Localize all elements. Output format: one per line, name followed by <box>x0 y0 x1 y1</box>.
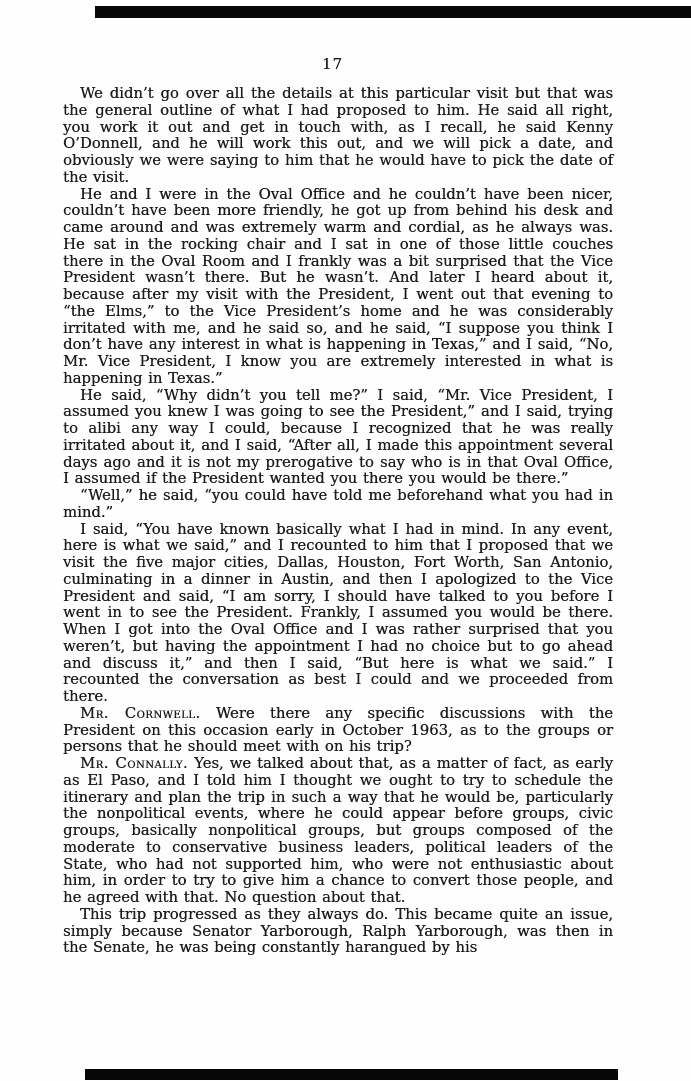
paragraph: “Well,” he said, “you could have told me beforehand what you had in mind.” <box>63 487 613 521</box>
paragraph: Mr. Cornwell. Were there any specific discussions with the President on this occasion early in October 1963, as to the groups or persons that he should meet with on his trip? <box>63 704 613 756</box>
paragraph: We didn’t go over all the details at this particular visit but that was the general outline of what I had proposed to him. He said all right, you work it out and get in touch with, as I recall, he said Kenny O’Donnell, and he will work this out, and we will pick a date, and obviously we were saying to him that he would have to pick the date of the visit. <box>63 85 613 186</box>
paragraph: I said, “You have known basically what I had in mind. In any event, here is what we said,” and I recounted to him that I proposed that we visit the five major cities, Dallas, Houston, Fort Worth, San Antonio, culminating in a dinner in Austin, and then I apologized to the Vice President and said, “I am sorry, I should have talked to you before I went in to see the President. Frankly, I assumed you would be there. When I got into the Oval Office and I was rather surprised that you weren’t, but having the appointment I had no choice but to go ahead and discuss it,” and then I said, “But here is what we said.” I recounted the conversation as best I could and we proceeded from there. <box>63 520 613 705</box>
paragraph: He and I were in the Oval Office and he couldn’t have been nicer, couldn’t have been more friendly, he got up from behind his desk and came around and was extremely warm and cordial, as he always was. He sat in the rocking chair and I sat in one of those little couches there in the Oval Room and I frankly was a bit surprised that the Vice President wasn’t there. But he wasn’t. And later I heard about it, because after my visit with the President, I went out that evening to “the Elms,” to the Vice President’s home and he was considerably irritated with me, and he said so, and he said, “I suppose you think I don’t have any interest in what is happening in Texas,” and I said, “No, Mr. Vice President, I know you are extremely interested in what is happening in Texas.” <box>63 185 613 387</box>
page-content <box>63 86 613 957</box>
paragraph: This trip progressed as they always do. This became quite an issue, simply because Senator Yarborough, Ralph Yarborough, was then in the Senate, he was being constantly harangued by his <box>63 905 613 957</box>
paragraph: Mr. Connally. Yes, we talked about that, as a matter of fact, as early as El Paso, and I told him I thought we ought to try to schedule the itinerary and plan the trip in such a way that he would be, particularly the nonpolitical events, where he could appear before groups, civic groups, basically nonpolitical groups, but groups composed of the moderate to conservative business leaders, political leaders of the State, who had not supported him, who were not enthusiastic about him, in order to try to give him a chance to convert those people, and he agreed with that. No question about that. <box>63 755 613 906</box>
scan-artifact-top-bar <box>95 6 691 18</box>
page-number: 17 <box>321 55 344 73</box>
scan-artifact-bottom-bar <box>85 1069 618 1080</box>
speaker-name: Mr. Cornwell. <box>80 704 201 722</box>
speaker-name: Mr. Connally. <box>80 755 189 772</box>
paragraph: He said, “Why didn’t you tell me?” I said, “Mr. Vice President, I assumed you knew I was going to see the President,” and I said, trying to alibi any way I could, because I recognized that he was really irritated about it, and I said, “After all, I made this appointment several days ago and it is not my prerogative to say who is in that Oval Office, I assumed if the President wanted you there you would be there.” <box>63 386 613 488</box>
